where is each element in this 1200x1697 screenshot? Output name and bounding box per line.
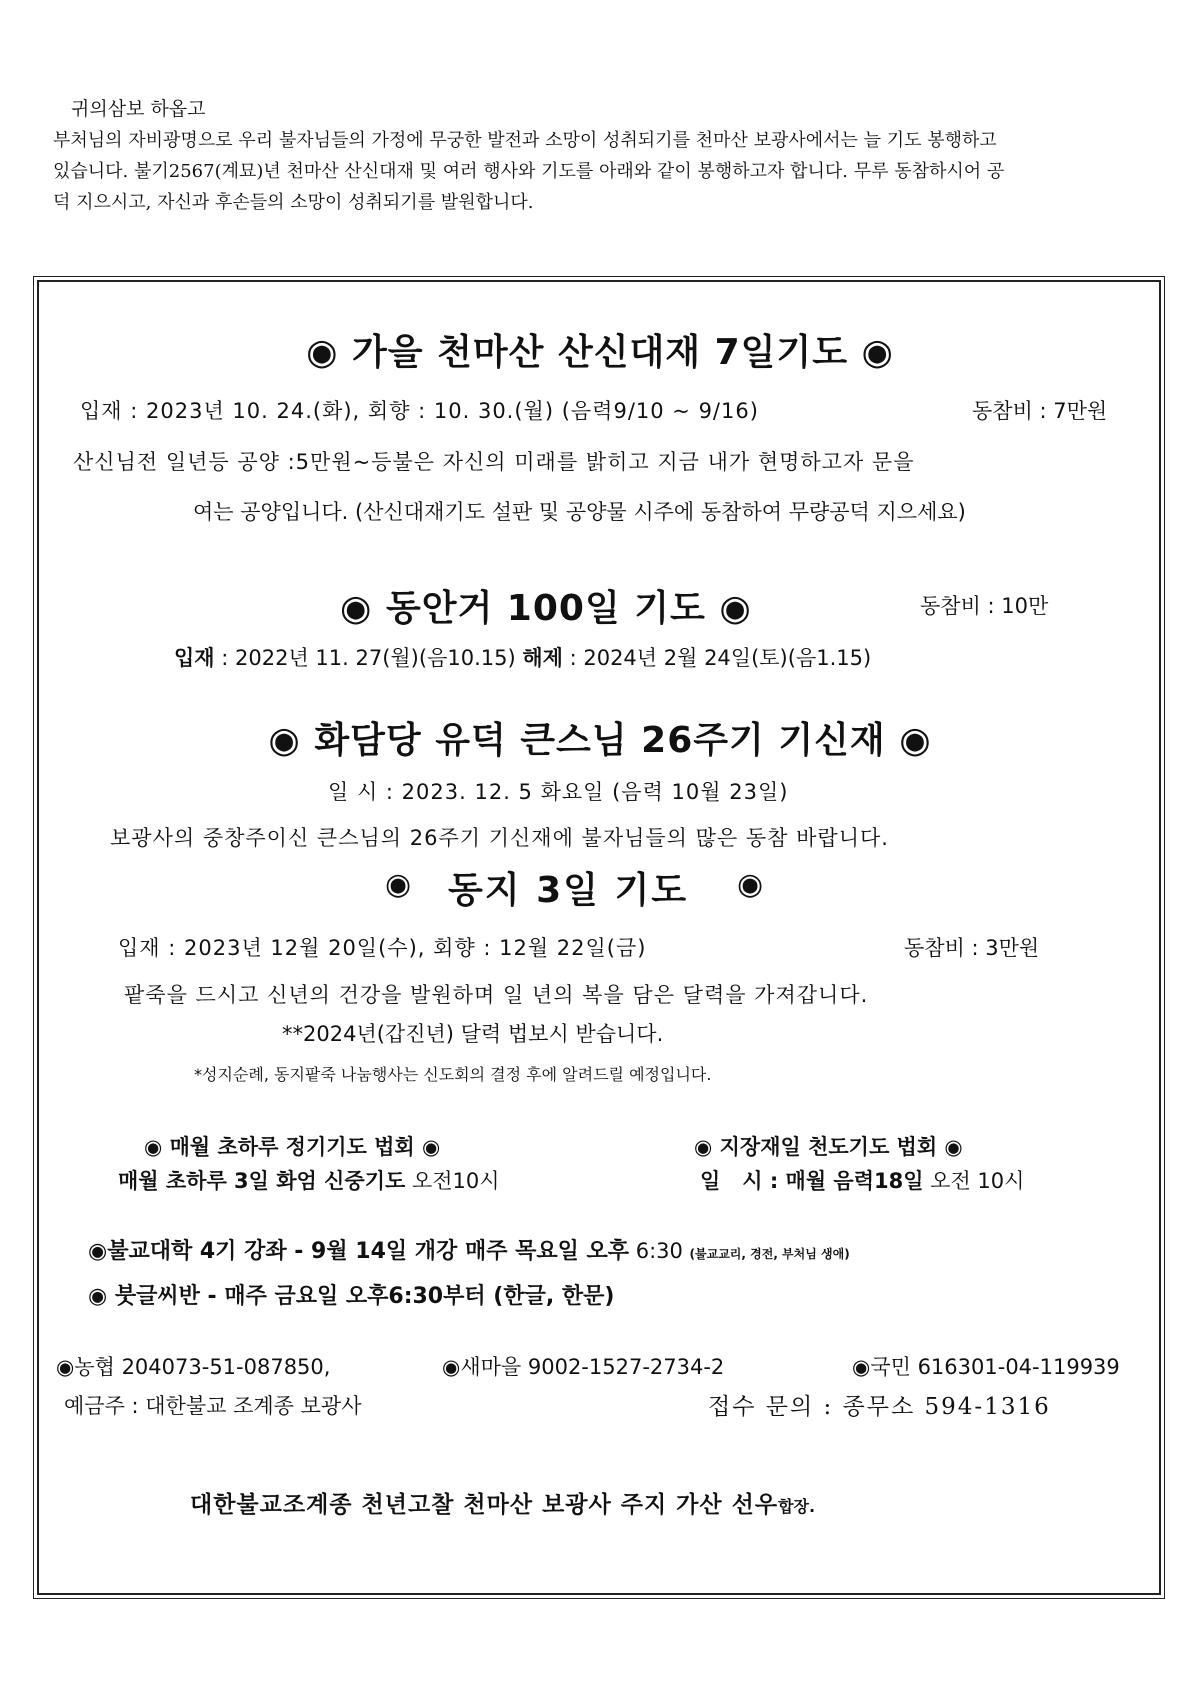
memorial-desc: 보광사의 중창주이신 큰스님의 26주기 기신재에 불자님들의 많은 동참 바랍니다. [110,826,889,850]
intro-line-3: 덕 지으시고, 자신과 후손들의 소망이 성취되기를 발원합니다. [53,192,534,213]
winter100-end: : 2024년 2월 24일(토)(음1.15) [562,646,872,670]
sansin-lamp-line-1: 산신님전 일년등 공양 :5만원~등불은 자신의 미래를 밝히고 지금 내가 현명하고자 문을 [73,450,915,474]
winter100-title: ◉ 동안거 100일 기도 ◉ [340,588,752,629]
inquiry-contact: 접수 문의 : 종무소 594-1316 [708,1394,1051,1420]
winter100-dates [174,642,871,672]
signature-suffix: 합장. [778,1497,816,1516]
memorial-title: ◉ 화담당 유덕 큰스님 26주기 기신재 ◉ [268,720,932,761]
jijang-label: 일 시 [700,1169,763,1193]
sansin-fee: 동참비 : 7만원 [972,399,1108,423]
jijang-detail-bold: : 매월 음력18일 [762,1169,924,1193]
monthly-title: ◉ 매월 초하루 정기기도 법회 ◉ [144,1135,441,1159]
sansin-lamp-line-2: 여는 공양입니다. (산신대재기도 설판 및 공양물 시주에 동참하여 무량공덕 지으세요) [193,500,966,524]
dongji-title-left-mark: ◉ [385,867,412,902]
dongji-title-right-mark: ◉ [737,867,764,902]
dongji-fee: 동참비 : 3만원 [904,936,1040,960]
university-line [88,1234,850,1265]
calligraphy-line: ◉ 붓글씨반 - 매주 금요일 오후6:30부터 (한글, 한문) [88,1284,615,1309]
winter100-start-label: 입재 [174,646,215,670]
dongji-title: 동지 3일 기도 [448,870,688,911]
sansin-dates: 입재 : 2023년 10. 24.(화), 회향 : 10. 30.(월) (음력9/10 ~ 9/16) [80,399,759,423]
monthly-detail-time: 오전10시 [405,1169,500,1193]
jijang-detail [700,1165,1024,1195]
jijang-detail-time: 오전 10시 [923,1169,1025,1193]
dongji-dates: 입재 : 2023년 12월 20일(수), 회향 : 12월 22일(금) [118,936,647,960]
intro-greeting: 귀의삼보 하옵고 [71,98,206,120]
winter100-start: : 2022년 11. 27(월)(음10.15) [214,646,523,670]
university-main: ◉불교대학 4기 강좌 - 9월 14일 개강 매주 목요일 오후 [88,1239,630,1264]
monthly-detail [118,1165,500,1195]
dongji-calendar: **2024년(갑진년) 달력 법보시 받습니다. [282,1022,664,1046]
dongji-note: *성지순례, 동지팥죽 나눔행사는 신도회의 결정 후에 알려드릴 예정입니다. [194,1065,712,1084]
account-nh: ◉농협 204073-51-087850, [56,1355,331,1379]
winter100-end-label: 해제 [522,646,563,670]
account-kb: ◉국민 616301-04-119939 [852,1355,1120,1379]
signature-main: 대한불교조계종 천년고찰 천마산 보광사 주지 가산 선우 [190,1492,779,1518]
winter100-fee: 동참비 : 10만 [920,594,1049,618]
university-time: 6:30 [629,1239,690,1263]
sansin-title: ◉ 가을 천마산 산신대재 7일기도 ◉ [306,332,894,373]
intro-line-2: 있습니다. 불기2567(계묘)년 천마산 산신대재 및 여러 행사와 기도를 아래와 같이 봉행하고자 합니다. 무루 동참하시어 공 [53,161,1005,182]
account-holder: 예금주 : 대한불교 조계종 보광사 [64,1394,362,1418]
signature-line [190,1486,815,1519]
university-subjects: (불교교리, 경전, 부처님 생애) [689,1247,850,1261]
intro-paragraph [53,94,1163,218]
memorial-datetime: 일 시 : 2023. 12. 5 화요일 (음력 10월 23일) [328,780,789,804]
intro-line-1: 부처님의 자비광명으로 우리 불자님들의 가정에 무궁한 발전과 소망이 성취되기를 천마산 보광사에서는 늘 기도 봉행하고 [53,130,997,151]
dongji-desc: 팥죽을 드시고 신년의 건강을 발원하며 일 년의 복을 담은 달력을 가져갑니다. [124,983,869,1007]
jijang-title: ◉ 지장재일 천도기도 법회 ◉ [694,1135,963,1159]
account-mg: ◉새마을 9002-1527-2734-2 [442,1355,725,1379]
monthly-detail-bold: 매월 초하루 3일 화엄 신중기도 [118,1169,406,1193]
